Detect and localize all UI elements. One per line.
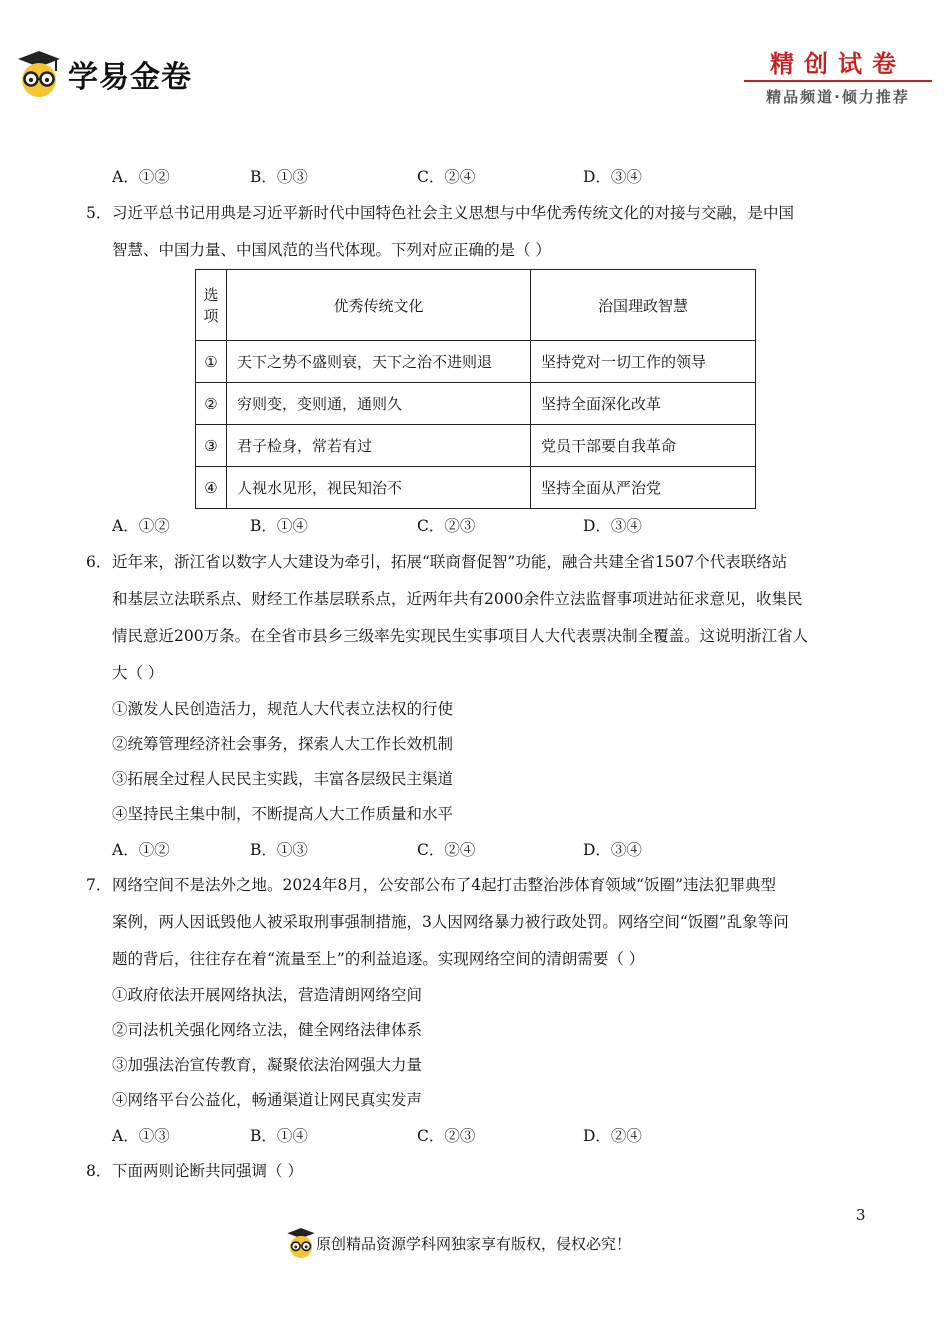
question-7-text: 案例，两人因诋毁他人被采取刑事强制措施，3人因网络暴力被行政处罚。网络空间“饭圈”乱象等问: [112, 913, 789, 931]
page-number: 3: [856, 1206, 866, 1224]
option-b[interactable]: B．①④: [250, 1127, 308, 1145]
option-d[interactable]: D．③④: [583, 168, 642, 186]
statement-2: ②司法机关强化网络立法，健全网络法律体系: [112, 1021, 423, 1039]
statement-3: ③加强法治宣传教育，凝聚依法治网强大力量: [112, 1056, 423, 1074]
question-6-number: 6．: [86, 553, 112, 571]
row-culture: 人视水见形，视民知治不: [227, 467, 531, 509]
statement-3: ③拓展全过程人民民主实践，丰富各层级民主渠道: [112, 770, 454, 788]
option-d[interactable]: D．③④: [583, 841, 642, 859]
series-badge: [744, 50, 932, 106]
brand-name: 学易金卷: [68, 60, 192, 95]
option-b[interactable]: B．①③: [250, 168, 308, 186]
question-7-number: 7．: [86, 876, 112, 894]
statement-2: ②统筹管理经济社会事务，探索人大工作长效机制: [112, 735, 454, 753]
copyright-footer: [286, 1226, 631, 1260]
row-governance: 坚持党对一切工作的领导: [531, 341, 756, 383]
copyright-text: 原创精品资源学科网独家享有版权，侵权必究！: [316, 1234, 632, 1253]
header-culture: 优秀传统文化: [227, 270, 531, 341]
brand-logo: [16, 48, 192, 100]
option-a[interactable]: A．①②: [112, 168, 170, 186]
row-marker: ③: [196, 425, 227, 467]
statement-4: ④坚持民主集中制，不断提高人大工作质量和水平: [112, 805, 454, 823]
option-c[interactable]: C．②④: [417, 841, 476, 859]
table-row: [196, 467, 756, 509]
option-b[interactable]: B．①③: [250, 841, 308, 859]
series-subtitle: 精品频道·倾力推荐: [766, 88, 910, 106]
row-marker: ④: [196, 467, 227, 509]
header-governance: 治国理政智慧: [531, 270, 756, 341]
question-7-text: 网络空间不是法外之地。2024年8月，公安部公布了4起打击整治涉体育领域“饭圈”违法犯罪典型: [112, 876, 777, 894]
question-6-text: 情民意近200万条。在全省市县乡三级率先实现民生实事项目人大代表票决制全覆盖。这说明浙江省人: [112, 627, 809, 645]
option-a[interactable]: A．①③: [112, 1127, 170, 1145]
table-row: [196, 341, 756, 383]
question-7-text: 题的背后，往往存在着“流量至上”的利益追逐。实现网络空间的清朗需要（ ）: [112, 950, 645, 968]
question-5-number: 5．: [86, 204, 112, 222]
question-6-text: 近年来，浙江省以数字人大建设为牵引，拓展“联商督促智”功能，融合共建全省1507个代表联络站: [112, 553, 788, 571]
option-c[interactable]: C．②④: [417, 168, 476, 186]
row-culture: 天下之势不盛则衰，天下之治不进则退: [227, 341, 531, 383]
question-8-number: 8．: [86, 1162, 112, 1180]
row-marker: ①: [196, 341, 227, 383]
row-governance: 坚持全面从严治党: [531, 467, 756, 509]
question-5-table: [195, 269, 756, 509]
question-6-text: 大（ ）: [112, 664, 164, 682]
question-5-text: 智慧、中国力量、中国风范的当代体现。下列对应正确的是（ ）: [112, 241, 551, 259]
statement-1: ①政府依法开展网络执法，营造清朗网络空间: [112, 986, 423, 1004]
table-row: [196, 383, 756, 425]
option-c[interactable]: C．②③: [417, 1127, 476, 1145]
table-row: [196, 425, 756, 467]
owl-glasses-icon: [16, 49, 62, 99]
option-c[interactable]: C．②③: [417, 517, 476, 535]
question-8-text: 下面两则论断共同强调（ ）: [112, 1162, 303, 1180]
series-title: 精创试卷: [770, 50, 906, 78]
row-culture: 穷则变，变则通，通则久: [227, 383, 531, 425]
row-culture: 君子检身，常若有过: [227, 425, 531, 467]
header-option: 选 项: [196, 270, 227, 341]
option-a[interactable]: A．①②: [112, 841, 170, 859]
statement-1: ①激发人民创造活力，规范人大代表立法权的行使: [112, 700, 454, 718]
row-governance: 坚持全面深化改革: [531, 383, 756, 425]
question-5-text: 习近平总书记用典是习近平新时代中国特色社会主义思想与中华优秀传统文化的对接与交融，是中国: [112, 204, 795, 222]
option-d[interactable]: D．②④: [583, 1127, 642, 1145]
row-marker: ②: [196, 383, 227, 425]
option-a[interactable]: A．①②: [112, 517, 170, 535]
owl-glasses-icon: [286, 1226, 316, 1260]
option-b[interactable]: B．①④: [250, 517, 308, 535]
table-header-row: [196, 270, 756, 341]
row-governance: 党员干部要自我革命: [531, 425, 756, 467]
option-d[interactable]: D．③④: [583, 517, 642, 535]
question-6-text: 和基层立法联系点、财经工作基层联系点，近两年共有2000余件立法监督事项进站征求意见，收集民: [112, 590, 803, 608]
series-rule: [744, 80, 932, 82]
statement-4: ④网络平台公益化，畅通渠道让网民真实发声: [112, 1091, 423, 1109]
